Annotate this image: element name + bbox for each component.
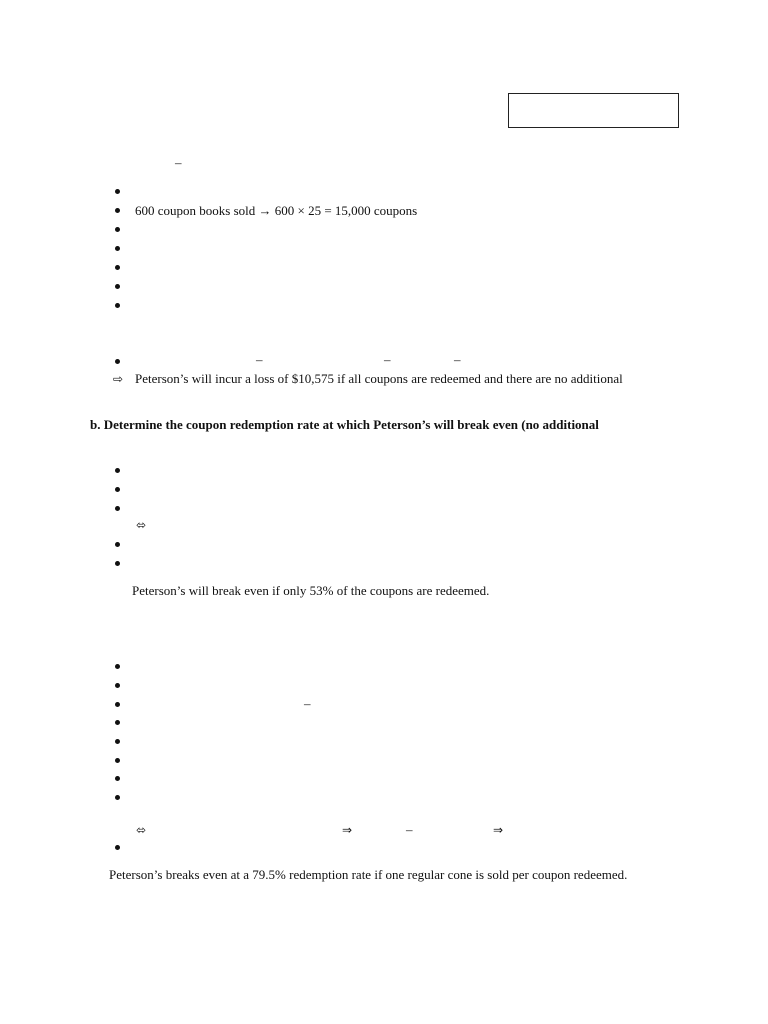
formula-dash: – — [454, 352, 461, 367]
answer-box — [508, 93, 679, 128]
formula-dash: – — [256, 352, 263, 367]
bullet-dot — [115, 265, 120, 270]
bullet-dot — [115, 208, 120, 213]
header-dash: – — [175, 155, 182, 170]
bullet-dot — [115, 542, 120, 547]
bullet-dot — [115, 303, 120, 308]
bullet-dot — [115, 227, 120, 232]
bullet-dot — [115, 845, 120, 850]
bullet-dot — [115, 795, 120, 800]
formula-dash: – — [406, 822, 413, 837]
implies-arrow-icon: ⇒ — [493, 823, 504, 837]
part-c-conclusion: Peterson’s breaks even at a 79.5% redemption rate if one regular cone is sold per coupon redeemed. — [109, 867, 628, 882]
conclusion-arrow-icon: ⇨ — [113, 372, 124, 386]
bullet-dot — [115, 468, 120, 473]
bullet-dot — [115, 246, 120, 251]
bullet-dot — [115, 189, 120, 194]
bullet-dot — [115, 506, 120, 511]
equivalence-arrow-icon: ⬄ — [136, 518, 147, 532]
formula-dash: – — [384, 352, 391, 367]
bullet-dot — [115, 664, 120, 669]
formula-dash: – — [304, 696, 311, 711]
implies-arrow-icon: ⇒ — [342, 823, 353, 837]
bullet-dot — [115, 683, 120, 688]
bullet-dot — [115, 739, 120, 744]
bullet-dot — [115, 359, 120, 364]
bullet-dot — [115, 487, 120, 492]
coupon-count-line: 600 coupon books sold → 600 × 25 = 15,000 coupons — [135, 203, 418, 218]
part-b-heading: b. Determine the coupon redemption rate at which Peterson’s will break even (no additional — [90, 417, 599, 432]
part-b-conclusion: Peterson’s will break even if only 53% of the coupons are redeemed. — [132, 583, 490, 598]
bullet-dot — [115, 776, 120, 781]
bullet-dot — [115, 284, 120, 289]
bullet-dot — [115, 758, 120, 763]
bullet-dot — [115, 702, 120, 707]
bullet-dot — [115, 561, 120, 566]
part-a-conclusion: Peterson’s will incur a loss of $10,575 if all coupons are redeemed and there are no additional — [135, 371, 623, 386]
equivalence-arrow-icon: ⬄ — [136, 823, 147, 837]
bullet-dot — [115, 720, 120, 725]
